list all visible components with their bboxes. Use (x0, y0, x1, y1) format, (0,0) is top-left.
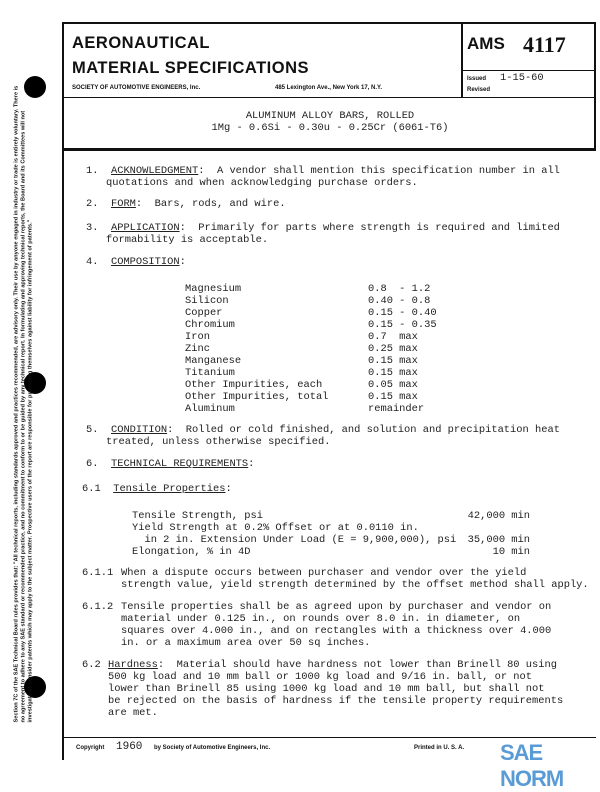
colon: : (248, 458, 255, 470)
section-num: 6.1 (82, 483, 101, 495)
section-2 (86, 198, 286, 210)
section-num: 2. (86, 198, 99, 210)
composition-row (185, 379, 418, 391)
society-address: 485 Lexington Ave., New York 17, N.Y. (275, 85, 383, 91)
element-value: 0.15 - 0.40 (368, 307, 437, 319)
footer-divider (62, 737, 596, 738)
section-6-2-line1 (108, 659, 557, 671)
ams-number: 4117 (523, 32, 566, 57)
section-heading: Tensile Properties (113, 483, 226, 495)
element-value: 0.7 max (368, 331, 418, 343)
section-1 (86, 165, 560, 177)
top-border (62, 22, 596, 24)
section-6-2-line: 500 kg load and 10 mm ball or 1000 kg load and 9/16 in. ball, or not (108, 671, 533, 683)
element-value: 0.15 max (368, 391, 418, 403)
section-6-1-1-num: 6.1.1 (82, 567, 114, 579)
composition-row (185, 295, 431, 307)
printed-in: Printed in U. S. A. (414, 745, 465, 751)
section-6-2-line: be rejected on the basis of hardness if the tensile property requirements (108, 695, 564, 707)
section-text: : Primarily for parts where strength is required and limited (179, 222, 560, 234)
tensile-row-3-label: in 2 in. Extension Under Load (E = 9,900,000), psi (132, 534, 457, 546)
doc-title: ALUMINUM ALLOY BARS, ROLLED (245, 110, 415, 122)
side-disclaimer: Section 7C of the SAE Technical Board rules provides that: "All technical reports, including standards approved and practices recommended, are advisory only. Their use by anyone engaged in industry or trade is entirely voluntary. There is no agreement to adhere to any SAE standard or recommended practice, and no commitment to conform to or be guided by any technical report. In formulating and approving technical reports, the Board and its Committees will not investigate or consider patents which may apply to the subject matter. Prospective users of the report are responsible for protecting themselves against liability for infringement of patents." (13, 85, 34, 723)
composition-row (185, 331, 418, 343)
section-heading: TECHNICAL REQUIREMENTS (110, 458, 249, 470)
ams-box-divider (461, 22, 463, 98)
element-name: Manganese (185, 355, 242, 367)
element-value: 0.15 - 0.35 (368, 319, 437, 331)
section-6-2-line: are met. (108, 707, 158, 719)
society-name: SOCIETY OF AUTOMOTIVE ENGINEERS, Inc. (72, 85, 201, 91)
section-3 (86, 222, 560, 234)
issued-box-divider (461, 70, 595, 71)
element-name: Aluminum (185, 403, 235, 415)
composition-row (185, 319, 437, 331)
section-6-1-2-line: material under 0.125 in., on rounds over 8.0 in. in diameter, on (121, 613, 521, 625)
copyright-owner: by Society of Automotive Engineers, Inc. (154, 745, 271, 751)
element-name: Other Impurities, each (185, 379, 323, 391)
composition-row (185, 283, 431, 295)
section-text: : Rolled or cold finished, and solution and precipitation heat (167, 424, 560, 436)
section-heading: ACKNOWLEDGMENT (110, 165, 199, 177)
section-3-line2: formability is acceptable. (106, 234, 269, 246)
tensile-row-1-value: 42,000 min (467, 510, 530, 522)
composition-row (185, 307, 437, 319)
section-6-2-line: lower than Brinell 85 using 1000 kg load and 10 mm ball, but shall not (108, 683, 545, 695)
section-6-1-1-line2: strength value, yield strength determined by the offset method shall apply. (121, 579, 589, 591)
element-value: 0.15 max (368, 355, 418, 367)
composition-row (185, 367, 418, 379)
copyright-year: 1960 (116, 741, 143, 753)
revised-label: Revised (467, 87, 491, 93)
issued-label: Issued (467, 76, 487, 82)
tensile-row-4-value: 10 min (492, 546, 530, 558)
composition-row (185, 343, 418, 355)
element-name: Copper (185, 307, 223, 319)
title-divider (62, 148, 596, 151)
doc-subtitle: 1Mg - 0.6Si - 0.30u - 0.25Cr (6061-T6) (211, 122, 449, 134)
copyright-label: Copyright (76, 745, 105, 751)
section-5-line2: treated, unless otherwise specified. (106, 436, 331, 448)
element-value: 0.15 max (368, 367, 418, 379)
section-6-2-num: 6.2 (82, 659, 101, 671)
tensile-row-4-label: Elongation, % in 4D (132, 546, 251, 558)
issued-date: 1-15-60 (500, 72, 544, 84)
section-4 (86, 256, 186, 268)
tensile-row-1-label: Tensile Strength, psi (132, 510, 263, 522)
section-6-1-2-num: 6.1.2 (82, 601, 114, 613)
header-title-2: MATERIAL SPECIFICATIONS (72, 59, 310, 77)
element-name: Zinc (185, 343, 210, 355)
composition-row (185, 391, 418, 403)
composition-row (185, 355, 418, 367)
section-heading: APPLICATION (110, 222, 180, 234)
section-6-1-1-line1: When a dispute occurs between purchaser and vendor over the yield (121, 567, 527, 579)
colon: : (225, 483, 232, 495)
element-name: Silicon (185, 295, 229, 307)
section-heading: FORM (110, 198, 136, 210)
element-value: 0.8 - 1.2 (368, 283, 431, 295)
section-num: 3. (86, 222, 99, 234)
section-num: 1. (86, 165, 99, 177)
element-name: Chromium (185, 319, 235, 331)
composition-row (185, 403, 425, 415)
section-heading: CONDITION (110, 424, 168, 436)
section-6-1 (82, 483, 232, 495)
element-name: Iron (185, 331, 210, 343)
section-num: 4. (86, 256, 99, 268)
section-5 (86, 424, 560, 436)
section-heading: Hardness (108, 659, 158, 671)
colon: : (179, 256, 186, 268)
section-1-line2: quotations and when acknowledging purchase orders. (106, 177, 418, 189)
element-value: 0.05 max (368, 379, 418, 391)
composition-table (185, 283, 437, 415)
header-title-1: AERONAUTICAL (72, 34, 210, 52)
element-name: Titanium (185, 367, 235, 379)
section-6-1-2-line: Tensile properties shall be as agreed upon by purchaser and vendor on (121, 601, 552, 613)
element-name: Magnesium (185, 283, 242, 295)
section-6 (86, 458, 254, 470)
tensile-row-2-label: Yield Strength at 0.2% Offset or at 0.0110 in. (132, 522, 419, 534)
section-heading: COMPOSITION (110, 256, 180, 268)
section-num: 6. (86, 458, 99, 470)
section-text: : Material should have hardness not lower than Brinell 80 using (157, 659, 557, 671)
section-6-1-2-line: squares over 4.000 in., and on rectangles with a thickness over 4.000 (121, 625, 552, 637)
section-text: : A vendor shall mention this specification number in all (198, 165, 560, 177)
header-divider (62, 97, 596, 98)
section-6-1-2-line: in. or a maximum area over 50 sq inches. (121, 637, 371, 649)
element-value: remainder (368, 403, 425, 415)
sae-norm-watermark: SAE NORM (500, 740, 564, 791)
element-value: 0.40 - 0.8 (368, 295, 431, 307)
element-value: 0.25 max (368, 343, 418, 355)
element-name: Other Impurities, total (185, 391, 329, 403)
ams-label: AMS (467, 34, 505, 53)
tensile-row-3-value: 35,000 min (467, 534, 530, 546)
section-text: : Bars, rods, and wire. (135, 198, 286, 210)
section-num: 5. (86, 424, 99, 436)
